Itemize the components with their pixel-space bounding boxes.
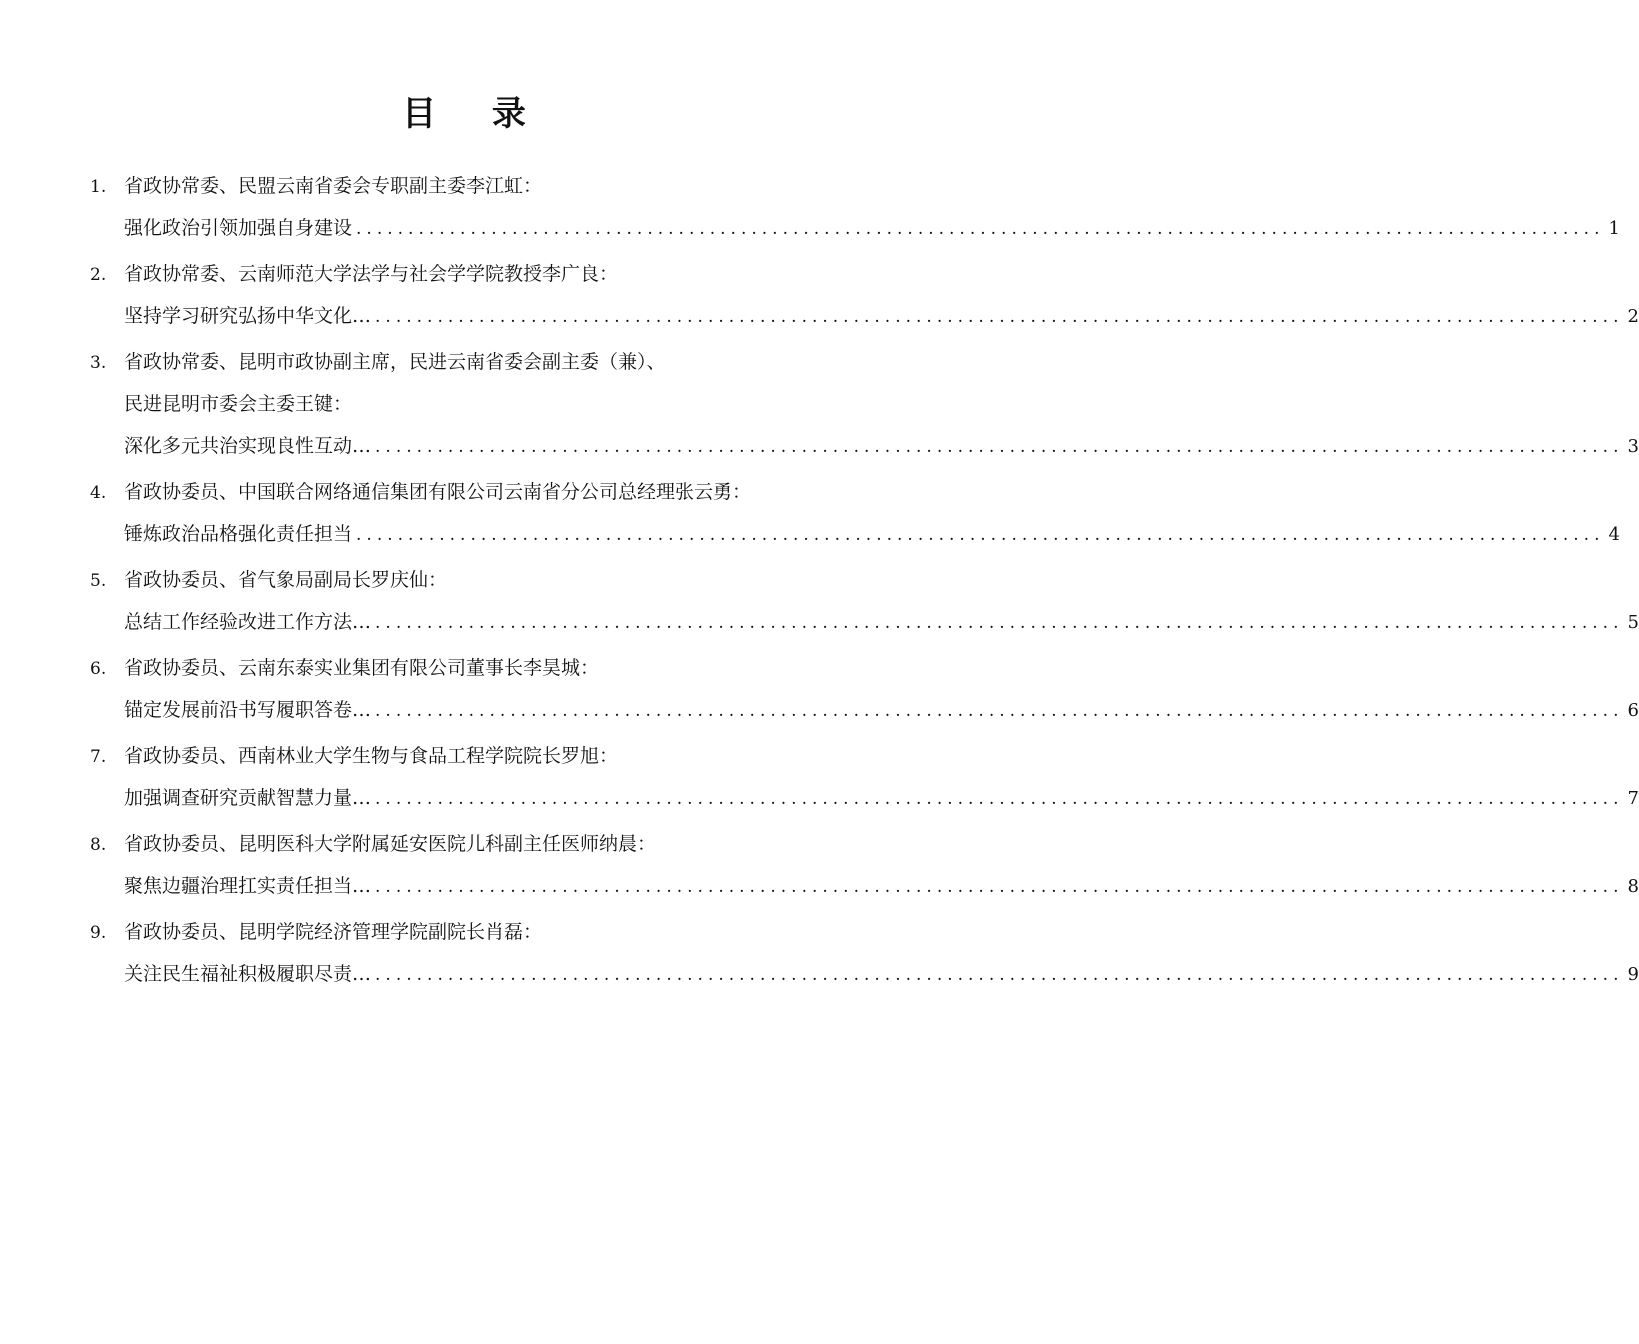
toc-entry-topic[interactable]: 聚焦边疆治理扛实责任担当… [124,875,372,897]
toc-entry-page-number[interactable]: 3 [1627,436,1639,457]
toc-dot-leader: ........................................................................................................................ [375,789,1624,809]
toc-dot-leader: ........................................................................................................................ [375,877,1624,897]
toc-entry[interactable] [90,258,1639,332]
toc-entry-speaker-line [90,828,862,860]
toc-entry-topic[interactable]: 强化政治引领加强自身建设 [124,217,353,239]
toc-entry-topic-line[interactable] [90,518,1620,550]
toc-entry-page-number[interactable]: 9 [1627,964,1639,985]
table-of-contents [90,170,1639,1004]
toc-entry-number: 7. [90,747,107,767]
toc-entry-page-number[interactable]: 5 [1627,612,1639,633]
toc-entry-number: 9. [90,923,107,943]
toc-entry-number: 3. [90,353,107,373]
toc-entry-number: 6. [90,659,107,679]
toc-entry-speaker-text: 省政协委员、省气象局副局长罗庆仙： [124,569,448,591]
toc-entry-topic[interactable]: 坚持学习研究弘扬中华文化… [124,305,372,327]
toc-entry-number: 4. [90,483,107,503]
toc-entry-page-number[interactable]: 2 [1627,306,1639,327]
toc-entry-speaker-text: 省政协委员、云南东泰实业集团有限公司董事长李昊城： [124,657,600,679]
toc-entry-number: 2. [90,265,107,285]
toc-entry-speaker-line [90,258,862,290]
toc-entry-speaker-text: 省政协常委、昆明市政协副主席，民进云南省委会副主委（兼）、 [124,351,666,373]
toc-entry-topic-line[interactable] [90,782,1639,814]
toc-dot-leader: ........................................................................................................................ [375,307,1624,327]
toc-entry-topic-line[interactable] [90,606,1639,638]
toc-entry-topic[interactable]: 锚定发展前沿书写履职答卷… [124,699,372,721]
toc-entry-speaker-line [90,346,862,378]
toc-entry-page-number[interactable]: 7 [1627,788,1639,809]
toc-entry[interactable] [90,828,1639,902]
toc-dot-leader: ........................................................................................................................ [375,965,1624,985]
toc-entry-topic-line[interactable] [90,430,1639,462]
toc-dot-leader: ........................................................................................................................ [375,437,1624,457]
toc-entry-speaker-text: 省政协委员、中国联合网络通信集团有限公司云南省分公司总经理张云勇： [124,481,752,503]
toc-entry-speaker-line [90,476,862,508]
toc-entry-topic-line[interactable] [90,212,1620,244]
page-title: 目 录 [402,94,548,134]
toc-entry-topic-line[interactable] [90,958,1639,990]
toc-entry-topic-line[interactable] [90,694,1639,726]
toc-entry-page-number[interactable]: 8 [1627,876,1639,897]
toc-entry-topic[interactable]: 锤炼政治品格强化责任担当 [124,523,353,545]
toc-dot-leader: ........................................................................................................................ [375,701,1624,721]
toc-entry-topic-line[interactable] [90,870,1639,902]
toc-entry-speaker-line [90,652,862,684]
toc-entry-topic[interactable]: 关注民生福祉积极履职尽责… [124,963,372,985]
toc-entry-speaker-text: 省政协委员、昆明医科大学附属延安医院儿科副主任医师纳晨： [124,833,657,855]
toc-entry[interactable] [90,476,1620,550]
toc-entry-topic[interactable]: 加强调查研究贡献智慧力量… [124,787,372,809]
toc-entry-speaker-text: 省政协常委、民盟云南省委会专职副主委李江虹： [124,175,543,197]
toc-entry-speaker-line [90,170,862,202]
toc-entry-topic[interactable]: 总结工作经验改进工作方法… [124,611,372,633]
toc-dot-leader: ........................................................................................................................ [356,525,1605,545]
toc-entry-page-number[interactable]: 6 [1627,700,1639,721]
toc-entry-page-number[interactable]: 1 [1608,218,1620,239]
toc-entry-number: 5. [90,571,107,591]
toc-entry-number: 8. [90,835,107,855]
toc-entry-speaker-line [90,388,862,420]
toc-entry-speaker-text: 省政协常委、云南师范大学法学与社会学学院教授李广良： [124,263,619,285]
toc-entry-speaker-line [90,740,862,772]
toc-dot-leader: ........................................................................................................................ [356,219,1605,239]
toc-entry[interactable] [90,346,1639,462]
toc-entry-speaker-line [90,564,862,596]
toc-entry[interactable] [90,170,1620,244]
toc-entry-speaker-text: 省政协委员、西南林业大学生物与食品工程学院院长罗旭： [124,745,619,767]
toc-entry[interactable] [90,916,1639,990]
toc-entry-speaker-line [90,916,862,948]
toc-dot-leader: ........................................................................................................................ [375,613,1624,633]
toc-entry-speaker-text: 民进昆明市委会主委王键： [124,393,353,415]
toc-entry-page-number[interactable]: 4 [1608,524,1620,545]
toc-entry[interactable] [90,652,1639,726]
toc-entry[interactable] [90,740,1639,814]
toc-entry-topic[interactable]: 深化多元共治实现良性互动… [124,435,372,457]
toc-entry-topic-line[interactable] [90,300,1639,332]
toc-entry-number: 1. [90,177,107,197]
toc-entry-speaker-text: 省政协委员、昆明学院经济管理学院副院长肖磊： [124,921,543,943]
toc-entry[interactable] [90,564,1639,638]
